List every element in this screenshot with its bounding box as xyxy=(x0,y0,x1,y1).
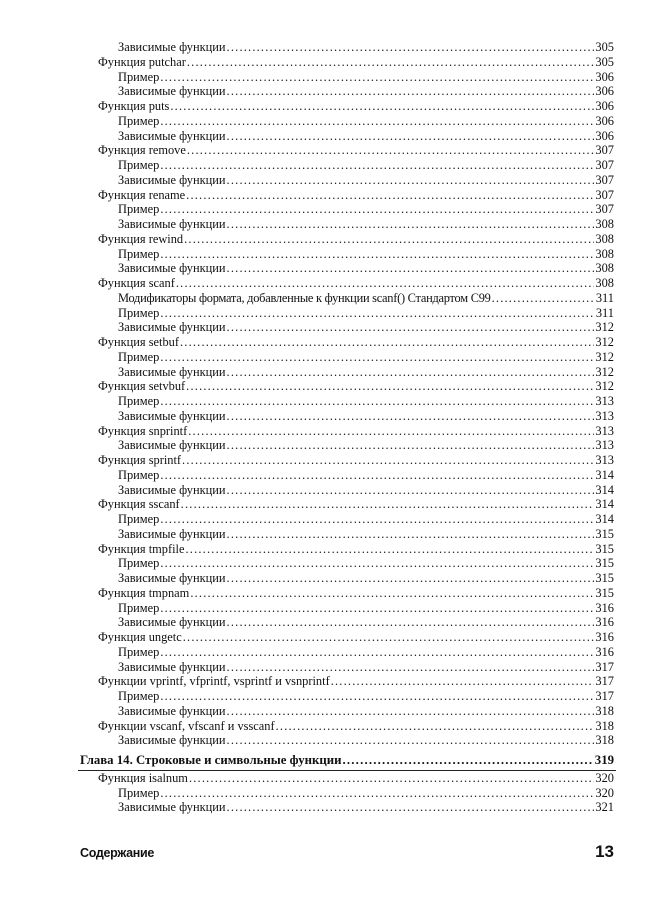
toc-entry xyxy=(98,55,614,70)
toc-entry xyxy=(118,483,614,498)
toc-leader-dots xyxy=(160,556,594,571)
toc-entry xyxy=(118,173,614,188)
toc-entry-title: Пример xyxy=(118,158,160,172)
toc-leader-dots xyxy=(227,438,595,453)
toc-entry-title: Зависимые функции xyxy=(118,526,226,541)
toc-entry-page: 312 xyxy=(595,320,614,335)
footer-title: Содержание xyxy=(80,846,155,860)
toc-entry-title: Зависимые функции xyxy=(118,615,226,630)
toc-entry-title: Зависимые функции xyxy=(118,172,226,187)
toc-leader-dots xyxy=(187,55,595,70)
toc-entry-page: 306 xyxy=(595,113,614,128)
toc-leader-dots xyxy=(227,704,595,719)
toc-entry-title: Зависимые функции xyxy=(118,800,226,815)
toc-leader-dots xyxy=(227,660,595,675)
toc-entry xyxy=(98,424,614,439)
toc-entry xyxy=(118,158,614,173)
toc-entry-page: 306 xyxy=(595,84,614,99)
toc-entry xyxy=(118,114,614,129)
toc-entry-title: Функция remove xyxy=(98,143,186,158)
toc-entry-page: 317 xyxy=(595,689,614,703)
toc-leader-dots xyxy=(227,365,595,380)
toc-entry xyxy=(98,630,614,645)
toc-entry-page: 308 xyxy=(595,261,614,276)
toc-leader-dots xyxy=(227,409,595,424)
toc-entry xyxy=(118,217,614,232)
toc-entry-title: Функция rename xyxy=(98,187,186,202)
toc-leader-dots xyxy=(189,771,594,786)
toc-entry-title: Пример xyxy=(118,600,160,615)
toc-entry-page: 316 xyxy=(595,630,614,644)
toc-entry xyxy=(118,800,614,815)
toc-leader-dots xyxy=(227,320,595,335)
toc-entry-page: 312 xyxy=(595,364,614,379)
toc-entry-page: 308 xyxy=(595,217,614,231)
toc-entry xyxy=(118,733,614,748)
toc-entry-page: 315 xyxy=(595,571,614,585)
toc-leader-dots xyxy=(160,786,594,801)
toc-leader-dots xyxy=(492,291,595,306)
toc-entry-title: Зависимые функции xyxy=(118,408,226,423)
toc-entry xyxy=(98,719,614,734)
toc-entry-title: Функция puts xyxy=(98,99,170,113)
toc-entry xyxy=(118,615,614,630)
toc-leader-dots xyxy=(184,232,594,247)
toc-leader-dots xyxy=(176,276,595,291)
toc-entry xyxy=(98,99,614,114)
toc-entry xyxy=(98,335,614,350)
toc-entry xyxy=(118,40,614,55)
toc-leader-dots xyxy=(342,753,593,768)
toc-entry xyxy=(118,556,614,571)
toc-entry xyxy=(118,306,614,321)
toc-leader-dots xyxy=(227,261,595,276)
toc-leader-dots xyxy=(187,143,595,158)
toc-entry-title: Зависимые функции xyxy=(118,703,226,718)
toc-entry-title: Функция tmpfile xyxy=(98,541,185,556)
toc-leader-dots xyxy=(160,394,594,409)
toc-leader-dots xyxy=(276,719,595,734)
toc-entry-title: Зависимые функции xyxy=(118,733,226,748)
toc-entry-title: Зависимые функции xyxy=(118,217,226,231)
toc-leader-dots xyxy=(160,158,594,173)
toc-entry-title: Функция ungetc xyxy=(98,630,182,644)
toc-entry xyxy=(98,143,614,158)
toc-entry-title: Глава 14. Строковые и символьные функции xyxy=(80,753,342,767)
toc-entry-title: Функция isalnum xyxy=(98,770,188,785)
toc-entry-page: 314 xyxy=(595,467,614,482)
toc-entry xyxy=(118,704,614,719)
toc-leader-dots xyxy=(160,512,594,527)
toc-entry-title: Пример xyxy=(118,556,160,571)
toc-entry xyxy=(118,786,614,801)
toc-entry xyxy=(118,261,614,276)
toc-entry-page: 307 xyxy=(595,202,614,217)
toc-entry xyxy=(118,512,614,527)
toc-leader-dots xyxy=(227,571,595,586)
toc-entry-page: 313 xyxy=(595,438,614,453)
toc-leader-dots xyxy=(160,645,594,660)
toc-entry-title: Пример xyxy=(118,394,160,408)
toc-leader-dots xyxy=(227,84,595,99)
toc-entry xyxy=(98,232,614,247)
toc-entry-title: Пример xyxy=(118,644,160,659)
toc-leader-dots xyxy=(227,733,595,748)
toc-entry xyxy=(98,379,614,394)
toc-leader-dots xyxy=(160,114,594,129)
toc-leader-dots xyxy=(160,601,594,616)
toc-leader-dots xyxy=(185,542,594,557)
toc-entry-title: Зависимые функции xyxy=(118,482,226,497)
toc-leader-dots xyxy=(160,70,594,85)
toc-entry xyxy=(98,771,614,786)
toc-entry xyxy=(98,497,614,512)
toc-entry xyxy=(118,409,614,424)
toc-entry xyxy=(118,468,614,483)
toc-entry-page: 317 xyxy=(595,659,614,674)
toc-leader-dots xyxy=(188,424,594,439)
toc-entry xyxy=(118,645,614,660)
toc-entry-page: 312 xyxy=(595,335,614,349)
toc-entry-page: 316 xyxy=(595,600,614,615)
toc-entry xyxy=(98,188,614,203)
toc-entry-title: Функция rewind xyxy=(98,231,184,246)
toc-entry xyxy=(118,70,614,85)
toc-entry-page: 308 xyxy=(595,231,614,246)
toc-entry-title: Пример xyxy=(118,689,160,703)
toc-leader-dots xyxy=(181,497,595,512)
toc-entry xyxy=(98,453,614,468)
toc-entry-page: 312 xyxy=(595,349,614,364)
toc-entry-page: 306 xyxy=(595,128,614,143)
toc-entry-title: Пример xyxy=(118,305,160,320)
toc-leader-dots xyxy=(182,453,594,468)
toc-leader-dots xyxy=(183,630,595,645)
toc-leader-dots xyxy=(180,335,594,350)
toc-entry-page: 317 xyxy=(595,674,614,689)
toc-entry-page: 316 xyxy=(595,644,614,659)
toc-entry-page: 307 xyxy=(595,187,614,202)
toc-entry-title: Функция putchar xyxy=(98,54,186,69)
toc-entry-title: Функция setbuf xyxy=(98,335,179,349)
toc-leader-dots xyxy=(186,379,594,394)
toc-entry-page: 313 xyxy=(595,453,614,467)
toc-entry-page: 314 xyxy=(595,497,614,512)
toc-entry xyxy=(118,202,614,217)
toc-entry-page: 314 xyxy=(595,512,614,526)
toc-entry-page: 320 xyxy=(595,770,614,785)
toc-entry xyxy=(118,129,614,144)
toc-entry-title: Функции vprintf, vfprintf, vsprintf и vsnprintf xyxy=(98,674,330,689)
toc-entry-title: Модификаторы формата, добавленные к функции scanf() Стандартом C99 xyxy=(118,290,491,305)
toc-entry-title: Зависимые функции xyxy=(118,128,226,143)
toc-entry-page: 315 xyxy=(595,541,614,556)
toc-leader-dots xyxy=(160,689,594,704)
toc-entry-page: 313 xyxy=(595,394,614,408)
toc-leader-dots xyxy=(186,188,594,203)
toc-entry-page: 308 xyxy=(595,246,614,261)
toc-entry xyxy=(118,571,614,586)
toc-leader-dots xyxy=(227,129,595,144)
toc-entry-title: Зависимые функции xyxy=(118,364,226,379)
toc-entry-title: Зависимые функции xyxy=(118,84,226,99)
toc-entry-page: 320 xyxy=(595,785,614,800)
toc-leader-dots xyxy=(227,483,595,498)
toc-entry-title: Пример xyxy=(118,467,160,482)
toc-entry-page: 308 xyxy=(595,276,614,290)
toc-entry xyxy=(118,247,614,262)
toc-entry xyxy=(118,350,614,365)
toc-entry-page: 307 xyxy=(595,172,614,187)
toc-entry-title: Зависимые функции xyxy=(118,438,226,453)
toc-entry xyxy=(118,394,614,409)
toc-entry-title: Пример xyxy=(118,246,160,261)
toc-entry xyxy=(98,276,614,291)
toc-leader-dots xyxy=(160,468,594,483)
toc-leader-dots xyxy=(227,800,595,815)
toc-leader-dots xyxy=(227,217,595,232)
toc-entry-page: 319 xyxy=(594,753,614,767)
toc-entry xyxy=(118,320,614,335)
toc-entry-title: Функция sscanf xyxy=(98,497,180,512)
toc-entry-title: Зависимые функции xyxy=(118,320,226,335)
toc-entry-page: 305 xyxy=(595,40,614,54)
toc-entry xyxy=(98,586,614,601)
toc-entry-page: 313 xyxy=(595,408,614,423)
toc-chapter-entry xyxy=(80,753,614,768)
toc-entry-title: Зависимые функции xyxy=(118,659,226,674)
toc-entry-title: Зависимые функции xyxy=(118,571,226,585)
toc-entry-title: Пример xyxy=(118,113,160,128)
toc-entry-page: 311 xyxy=(595,305,614,320)
toc-entry-title: Функция tmpnam xyxy=(98,585,190,600)
toc-entry-page: 318 xyxy=(595,718,614,733)
toc-entry xyxy=(98,542,614,557)
toc-leader-dots xyxy=(170,99,594,114)
toc-entry xyxy=(118,689,614,704)
toc-entry-title: Функция sprintf xyxy=(98,453,182,467)
toc-entry-title: Пример xyxy=(118,785,160,800)
toc-entry-page: 313 xyxy=(595,423,614,438)
toc-leader-dots xyxy=(160,306,595,321)
toc-entry xyxy=(118,84,614,99)
toc-entry-title: Пример xyxy=(118,202,160,217)
toc-entry xyxy=(118,365,614,380)
toc-entry-page: 306 xyxy=(595,69,614,84)
toc-entry-page: 314 xyxy=(595,482,614,497)
toc-entry-page: 307 xyxy=(595,158,614,172)
toc-entry-page: 321 xyxy=(595,800,614,815)
toc-entry-page: 315 xyxy=(595,585,614,600)
toc-entry-title: Пример xyxy=(118,69,160,84)
toc-entry xyxy=(118,660,614,675)
footer-page-number: 13 xyxy=(595,842,614,861)
toc-entry xyxy=(118,438,614,453)
toc-entry-title: Функция scanf xyxy=(98,276,175,290)
toc-entry xyxy=(118,291,614,306)
toc-entry xyxy=(118,601,614,616)
toc-entry-page: 315 xyxy=(595,556,614,571)
toc-entry-page: 306 xyxy=(595,99,614,113)
toc-entry-page: 318 xyxy=(595,703,614,718)
toc-leader-dots xyxy=(227,615,595,630)
toc-entry-page: 316 xyxy=(595,615,614,630)
toc-leader-dots xyxy=(160,247,594,262)
toc-leader-dots xyxy=(160,350,594,365)
toc-leader-dots xyxy=(190,586,594,601)
toc-leader-dots xyxy=(331,674,595,689)
toc-entry-title: Функция setvbuf xyxy=(98,379,186,394)
toc-entry-title: Зависимые функции xyxy=(118,261,226,276)
toc-entry xyxy=(98,674,614,689)
toc-entry-page: 312 xyxy=(595,379,614,394)
section-divider xyxy=(78,770,616,771)
toc-leader-dots xyxy=(227,40,595,55)
toc-entry-title: Зависимые функции xyxy=(118,40,226,54)
toc-entry-page: 307 xyxy=(595,143,614,158)
toc-entry-title: Пример xyxy=(118,512,160,526)
toc-entry-page: 315 xyxy=(595,526,614,541)
toc-entry-page: 305 xyxy=(595,54,614,69)
toc-leader-dots xyxy=(160,202,594,217)
toc-entry-page: 311 xyxy=(595,290,614,305)
toc-leader-dots xyxy=(227,173,595,188)
toc-entry-title: Функции vscanf, vfscanf и vsscanf xyxy=(98,718,275,733)
toc-entry-title: Пример xyxy=(118,349,160,364)
toc-entry-title: Функция snprintf xyxy=(98,423,188,438)
toc-leader-dots xyxy=(227,527,595,542)
toc-entry-page: 318 xyxy=(595,733,614,748)
toc-entry xyxy=(118,527,614,542)
